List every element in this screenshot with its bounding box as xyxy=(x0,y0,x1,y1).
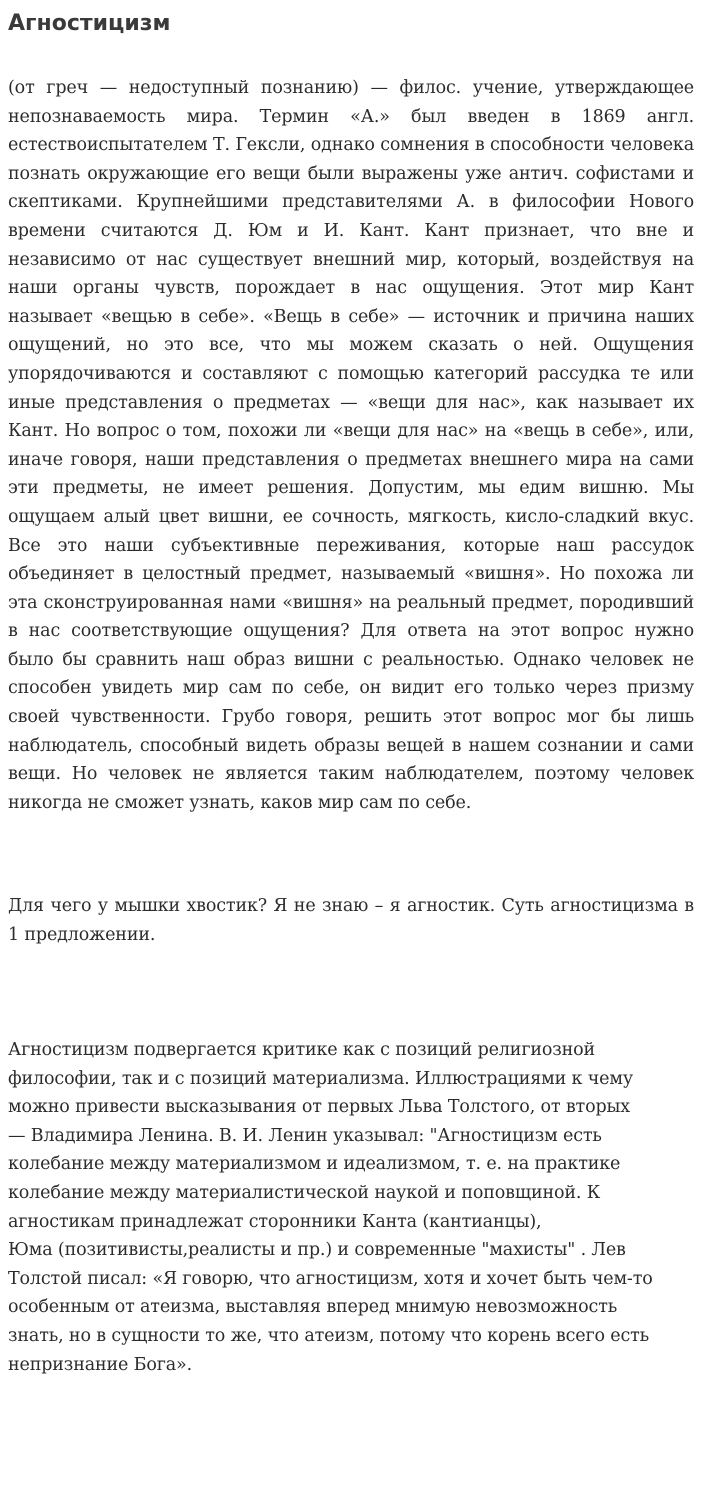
paragraph-line: — Владимира Ленина. В. И. Ленин указывал: "Агностицизм есть xyxy=(8,1125,602,1146)
paragraph-line: философии, так и с позиций материализма. Иллюстрациями к чему xyxy=(8,1068,633,1089)
criticism-paragraph xyxy=(8,1036,698,1379)
paragraph-line: особенным от атеизма, выставляя вперед мнимую невозможность xyxy=(8,1297,618,1318)
paragraph-line: агностикам принадлежат сторонники Канта (кантианцы), xyxy=(8,1211,542,1232)
joke-paragraph: Для чего у мышки хвостик? Я не знаю – я агностик. Суть агностицизма в 1 предложении. xyxy=(8,896,694,945)
paragraph-line: колебание между материализмом и идеализмом, т. е. на практике xyxy=(8,1154,621,1175)
paragraph-line: знать, но в сущности то же, что атеизм, потому что корень всего есть xyxy=(8,1325,650,1346)
paragraph-line: непризнание Бога». xyxy=(8,1354,193,1375)
paragraph-line: Юма (позитивисты,реалисты и пр.) и современные "махисты" . Лев xyxy=(8,1240,626,1261)
article-title: Агностицизм xyxy=(8,11,171,36)
paragraph-line: колебание между материалистической наукой и поповщиной. К xyxy=(8,1182,601,1203)
paragraph-line: Агностицизм подвергается критике как с позиций религиозной xyxy=(8,1040,596,1060)
paragraph-line: Толстой писал: «Я говорю, что агностицизм, хотя и хочет быть чем-то xyxy=(8,1268,653,1289)
paragraph-line: можно привести высказывания от первых Льва Толстого, от вторых xyxy=(8,1097,631,1118)
definition-paragraph: (от греч — недоступный познанию) — филос. учение, утверждающее непознаваемость мира. Термин «А.» был введен в 1869 англ. естествоиспытателем Т. Гексли, однако сомнения в способности человека познать окружающие его вещи были выражены уже антич. софистами и скептиками. Крупнейшими представителями А. в философии Нового времени считаются Д. Юм и И. Кант. Кант признает, что вне и независимо от нас существует внешний мир, который, воздействуя на наши органы чувств, порождает в нас ощущения. Этот мир Кант называет «вещью в себе». «Вещь в себе» — источник и причина наших ощущений, но это все, что мы можем сказать о ней. Ощущения упорядочиваются и составляют с помощью категорий рассудка те или иные представления о предметах — «вещи для нас», как называет их Кант. Но вопрос о том, похожи ли «вещи для нас» на «вещь в себе», или, иначе говоря, наши представления о предметах внешнего мира на сами эти предметы, не имеет решения. Допустим, мы едим вишню. Мы ощущаем алый цвет вишни, ее сочность, мягкость, кисло-сладкий вкус. Все это наши субъективные переживания, которые наш рассудок объединяет в целостный предмет, называемый «вишня». Но похожа ли эта сконструированная нами «вишня» на реальный предмет, породивший в нас соответствующие ощущения? Для ответа на этот вопрос нужно было бы сравнить наш образ вишни с реальностью. Однако человек не способен увидеть мир сам по себе, он видит его только через призму своей чувственности. Грубо говоря, решить этот вопрос мог бы лишь наблюдатель, способный видеть образы вещей в нашем сознании и сами вещи. Но человек не является таким наблюдателем, поэтому человек никогда не сможет узнать, каков мир сам по себе. xyxy=(8,78,694,813)
